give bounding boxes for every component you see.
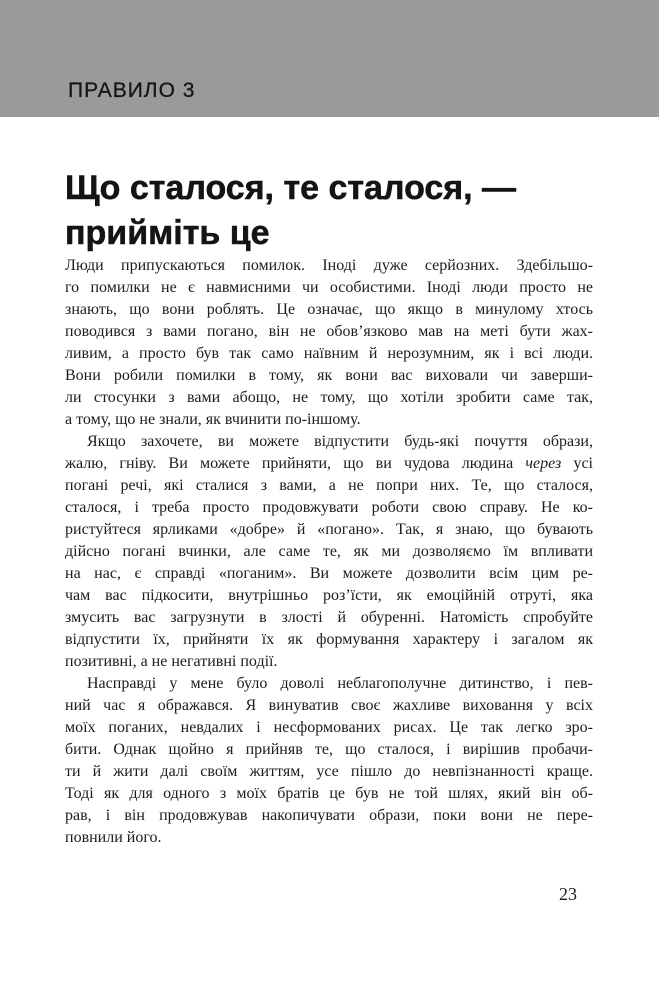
paragraph: [65, 255, 593, 431]
chapter-banner: [0, 0, 659, 117]
text-line: Тоді як для одного з моїх братів це був не той шлях, який він об-: [65, 785, 593, 802]
text-line: бити. Однак щойно я прийняв те, що сталося, і вирішив пробачи-: [65, 741, 593, 758]
text-line: погані речі, які сталися з вами, а не попри них. Те, що сталося,: [65, 477, 593, 494]
text-line: Насправді у мене було доволі неблагополучне дитинство, і пев-: [87, 675, 593, 692]
text-line: Вони робили помилки в тому, як вони вас виховали чи заверши-: [65, 367, 593, 384]
text-line: знають, що вони роблять. Це означає, що якщо в минулому хтось: [65, 301, 593, 318]
text-line: Якщо захочете, ви можете відпустити будь-які почуття образи,: [87, 433, 593, 450]
text-line: а тому, що не знали, як вчинити по-іншому.: [65, 411, 361, 428]
text-line: дійсно погані вчинки, але саме те, як ми дозволяємо їм впливати: [65, 543, 593, 560]
text-line: позитивні, а не негативні події.: [65, 653, 278, 670]
chapter-kicker: ПРАВИЛО 3: [68, 79, 196, 102]
chapter-title: [65, 166, 610, 256]
text-line: рав, і він продовжував накопичувати образи, поки вони не пере-: [65, 807, 593, 824]
text-line: сталося, і треба просто продовжувати роботи свою справу. Не ко-: [65, 499, 593, 516]
text-line: відпустити їх, прийняти їх як формування характеру і загалом як: [65, 631, 593, 648]
text-line: ливим, а просто був так само наївним й нерозумним, як і всі люди.: [65, 345, 593, 362]
text-line: повнили його.: [65, 829, 162, 846]
text-line: на нас, є справді «поганим». Ви можете дозволити всім цим ре-: [65, 565, 593, 582]
text-line: ристуйтеся ярликами «добре» й «погано». Так, я знаю, що бувають: [65, 521, 593, 538]
chapter-title-line: прийміть це: [65, 213, 270, 252]
chapter-title-line: Що сталося, те сталося, —: [65, 168, 517, 207]
text-line: жалю, гніву. Ви можете прийняти, що ви чудова людина через усі: [65, 455, 593, 472]
page-number: 23: [559, 884, 577, 904]
text-line: ли стосунки з вами абощо, не тому, що хотіли зробити саме так,: [65, 389, 593, 406]
text-line: моїх поганих, невдалих і несформованих рисах. Це так легко зро-: [65, 719, 593, 736]
text-line: чам вас підкосити, внутрішньо роз’їсти, як емоційній отруті, яка: [65, 587, 593, 604]
text-line: Люди припускаються помилок. Іноді дуже серйозних. Здебільшо-: [65, 257, 593, 274]
text-line: змусить вас загрузнути в злості й обуренні. Натомість спробуйте: [65, 609, 593, 626]
paragraph: [65, 431, 593, 673]
text-line: поводився з вами погано, він не обов’язково мав на меті бути жах-: [65, 323, 593, 340]
body-text: [65, 255, 593, 849]
paragraph: [65, 673, 593, 849]
text-line: го помилки не є навмисними чи особистими. Іноді люди просто не: [65, 279, 593, 296]
text-line: ний час я ображався. Я винуватив своє жахливе виховання у всіх: [65, 697, 593, 714]
text-line: ти й жити далі своїм життям, усе пішло до невпізнанності краще.: [65, 763, 593, 780]
